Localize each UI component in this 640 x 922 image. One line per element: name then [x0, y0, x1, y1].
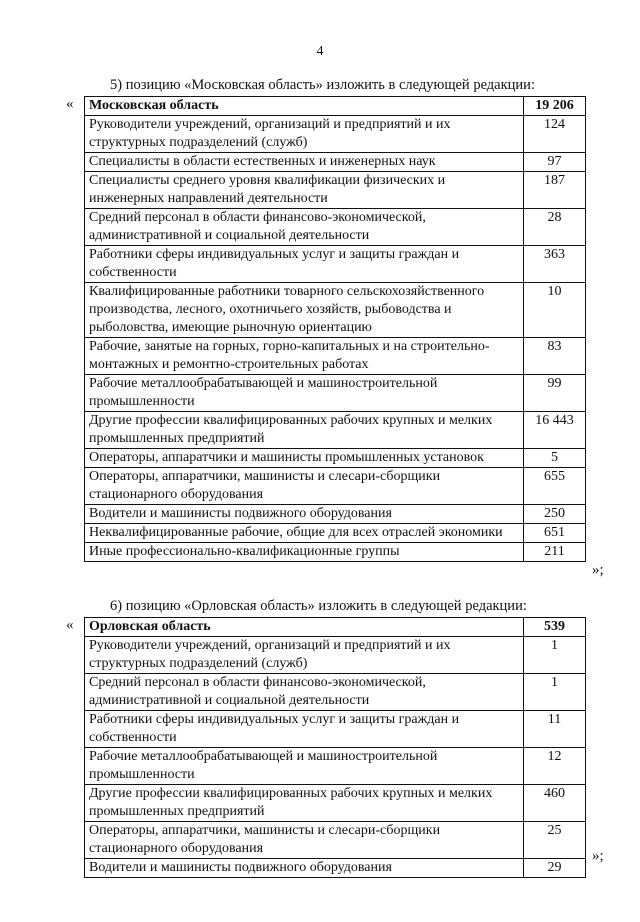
occupation-count: 83	[524, 338, 586, 375]
occupation-count: 28	[524, 209, 586, 246]
table-row	[85, 449, 586, 468]
table-row	[85, 246, 586, 283]
occupation-group: Работники сферы индивидуальных услуг и защиты граждан и собственности	[85, 711, 524, 748]
occupation-group: Рабочие металлообрабатывающей и машиностроительной промышленности	[85, 748, 524, 785]
occupation-count: 655	[524, 468, 586, 505]
table-row	[85, 785, 586, 822]
table-row	[85, 822, 586, 859]
close-quote-oryol: »;	[592, 848, 604, 864]
occupation-group: Рабочие металлообрабатывающей и машиностроительной промышленности	[85, 375, 524, 412]
occupation-count: 10	[524, 283, 586, 338]
table-header-row	[85, 97, 586, 116]
occupation-group: Операторы, аппаратчики, машинисты и слесари-сборщики стационарного оборудования	[85, 468, 524, 505]
region-total: 539	[524, 618, 586, 637]
occupation-count: 124	[524, 116, 586, 153]
occupation-group: Руководители учреждений, организаций и предприятий и их структурных подразделений (служб)	[85, 116, 524, 153]
table-row	[85, 172, 586, 209]
region-name: Московская область	[85, 97, 524, 116]
occupation-count: 29	[524, 859, 586, 878]
occupation-count: 11	[524, 711, 586, 748]
occupation-group: Операторы, аппаратчики и машинисты промышленных установок	[85, 449, 524, 468]
occupation-count: 460	[524, 785, 586, 822]
table-row	[85, 859, 586, 878]
occupation-count: 1	[524, 637, 586, 674]
table-row	[85, 338, 586, 375]
occupation-group: Другие профессии квалифицированных рабочих крупных и мелких промышленных предприятий	[85, 412, 524, 449]
occupation-count: 1	[524, 674, 586, 711]
table-row	[85, 637, 586, 674]
occupation-group: Работники сферы индивидуальных услуг и защиты граждан и собственности	[85, 246, 524, 283]
occupation-group: Рабочие, занятые на горных, горно-капитальных и на строительно-монтажных и ремонтно-строительных работах	[85, 338, 524, 375]
table-row	[85, 116, 586, 153]
table-header-row	[85, 618, 586, 637]
occupation-group: Неквалифицированные рабочие, общие для всех отраслей экономики	[85, 524, 524, 543]
table-row	[85, 468, 586, 505]
table-row	[85, 283, 586, 338]
table-row	[85, 153, 586, 172]
close-quote-moscow: »;	[592, 562, 604, 578]
occupation-count: 250	[524, 505, 586, 524]
open-quote-moscow: «	[66, 96, 74, 112]
occupation-count: 363	[524, 246, 586, 283]
occupation-group: Иные профессионально-квалификационные группы	[85, 543, 524, 562]
table-row	[85, 674, 586, 711]
table-row	[85, 524, 586, 543]
table-row	[85, 505, 586, 524]
moscow-region-table	[84, 96, 586, 562]
section-intro-oryol: 6) позицию «Орловская область» изложить в следующей редакции:	[110, 598, 527, 614]
table-row	[85, 412, 586, 449]
occupation-group: Средний персонал в области финансово-экономической, административной и социальной деятельности	[85, 674, 524, 711]
table-row	[85, 375, 586, 412]
occupation-group: Руководители учреждений, организаций и предприятий и их структурных подразделений (служб)	[85, 637, 524, 674]
occupation-group: Средний персонал в области финансово-экономической, административной и социальной деятельности	[85, 209, 524, 246]
occupation-count: 211	[524, 543, 586, 562]
table-row	[85, 209, 586, 246]
occupation-count: 16 443	[524, 412, 586, 449]
region-name: Орловская область	[85, 618, 524, 637]
section-intro-moscow: 5) позицию «Московская область» изложить в следующей редакции:	[110, 77, 535, 93]
occupation-count: 651	[524, 524, 586, 543]
occupation-group: Операторы, аппаратчики, машинисты и слесари-сборщики стационарного оборудования	[85, 822, 524, 859]
open-quote-oryol: «	[66, 617, 74, 633]
occupation-group: Специалисты среднего уровня квалификации физических и инженерных направлений деятельности	[85, 172, 524, 209]
occupation-count: 5	[524, 449, 586, 468]
occupation-group: Водители и машинисты подвижного оборудования	[85, 859, 524, 878]
occupation-count: 25	[524, 822, 586, 859]
page-number: 4	[316, 44, 324, 59]
table-row	[85, 711, 586, 748]
occupation-group: Квалифицированные работники товарного сельскохозяйственного производства, лесного, охотничьего хозяйств, рыбоводства и рыболовства, имеющие рыночную ориентацию	[85, 283, 524, 338]
occupation-count: 97	[524, 153, 586, 172]
occupation-count: 12	[524, 748, 586, 785]
occupation-count: 99	[524, 375, 586, 412]
occupation-count: 187	[524, 172, 586, 209]
region-total: 19 206	[524, 97, 586, 116]
table-row	[85, 748, 586, 785]
occupation-group: Специалисты в области естественных и инженерных наук	[85, 153, 524, 172]
occupation-group: Другие профессии квалифицированных рабочих крупных и мелких промышленных предприятий	[85, 785, 524, 822]
table-row	[85, 543, 586, 562]
occupation-group: Водители и машинисты подвижного оборудования	[85, 505, 524, 524]
oryol-region-table	[84, 617, 586, 878]
